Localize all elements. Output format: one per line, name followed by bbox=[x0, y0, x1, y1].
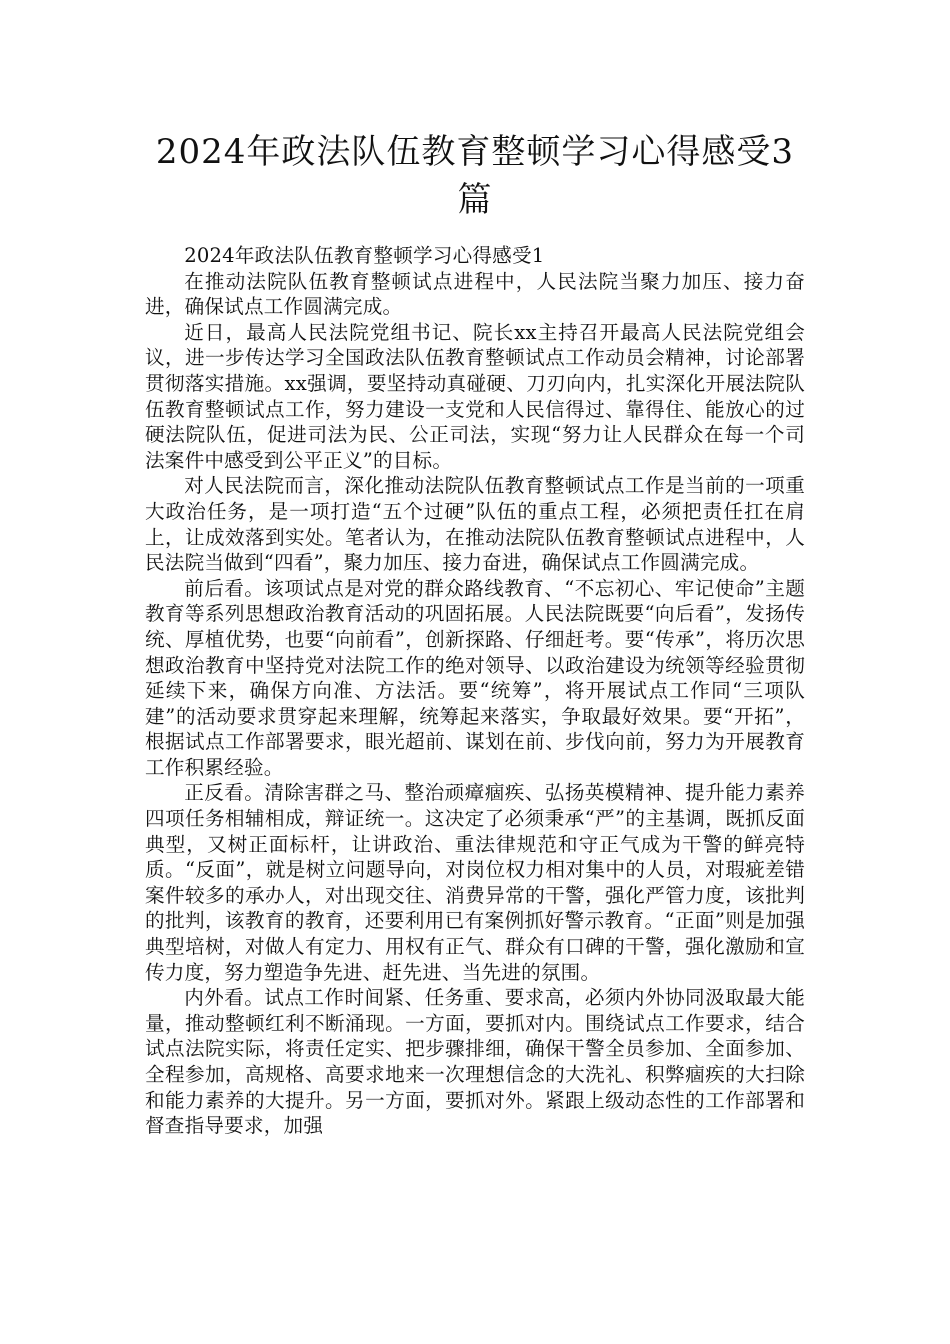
paragraph-meeting: 近日，最高人民法院党组书记、院长xx主持召开最高人民法院党组会议，进一步传达学习全国政法队伍教育整顿试点工作动员会精神，讨论部署贯彻落实措施。xx强调，要坚持动真碰硬、刀刃向内，扎实深化开展法院队伍教育整顿试点工作，努力建设一支党和人民信得过、靠得住、能放心的过硬法院队伍，促进司法为民、公正司法，实现“努力让人民群众在每一个司法案件中感受到公平正义”的目标。 bbox=[145, 320, 805, 472]
document-title: 2024年政法队伍教育整顿学习心得感受3篇 bbox=[155, 132, 795, 220]
section-heading: 2024年政法队伍教育整顿学习心得感受1 bbox=[184, 244, 545, 267]
paragraph-positive-negative: 正反看。清除害群之马、整治顽瘴痼疾、弘扬英模精神、提升能力素养四项任务相辅相成，辩证统一。这决定了必须秉承“严”的主基调，既抓反面典型，又树正面标杆，让讲政治、重法律规范和守正气成为干警的鲜亮特质。“反面”，就是树立问题导向，对岗位权力相对集中的人员，对瑕疵差错案件较多的承办人，对出现交往、消费异常的干警，强化严管力度，该批判的批判，该教育的教育，还要利用已有案例抓好警示教育。“正面”则是加强典型培树，对做人有定力、用权有正气、群众有口碑的干警，强化激励和宣传力度，努力塑造争先进、赶先进、当先进的氛围。 bbox=[145, 781, 805, 984]
paragraph-intro: 在推动法院队伍教育整顿试点进程中，人民法院当聚力加压、接力奋进，确保试点工作圆满完成。 bbox=[145, 269, 805, 319]
paragraph-front-back: 前后看。该项试点是对党的群众路线教育、“不忘初心、牢记使命”主题教育等系列思想政治教育活动的巩固拓展。人民法院既要“向后看”，发扬传统、厚植优势，也要“向前看”，创新探路、仔细赶考。要“传承”，将历次思想政治教育中坚持党对法院工作的绝对领导、以政治建设为统领等经验贯彻延续下来，确保方向准、方法活。要“统筹”，将开展试点工作同“三项队建”的活动要求贯穿起来理解，统筹起来落实，争取最好效果。要“开拓”，根据试点工作部署要求，眼光超前、谋划在前、步伐向前，努力为开展教育工作积累经验。 bbox=[145, 576, 805, 779]
document-body bbox=[145, 243, 805, 1139]
paragraph-task: 对人民法院而言，深化推动法院队伍教育整顿试点工作是当前的一项重大政治任务，是一项打造“五个过硬”队伍的重点工程，必须把责任扛在肩上，让成效落到实处。笔者认为，在推动法院队伍教育整顿试点进程中，人民法院当做到“四看”，聚力加压、接力奋进，确保试点工作圆满完成。 bbox=[145, 474, 805, 575]
paragraph-inside-outside: 内外看。试点工作时间紧、任务重、要求高，必须内外协同汲取最大能量，推动整顿红利不断涌现。一方面，要抓对内。围绕试点工作要求，结合试点法院实际，将责任定实、把步骤排细，确保干警全员参加、全面参加、全程参加，高规格、高要求地来一次理想信念的大洗礼、积弊痼疾的大扫除和能力素养的大提升。另一方面，要抓对外。紧跟上级动态性的工作部署和督查指导要求，加强 bbox=[145, 986, 805, 1138]
